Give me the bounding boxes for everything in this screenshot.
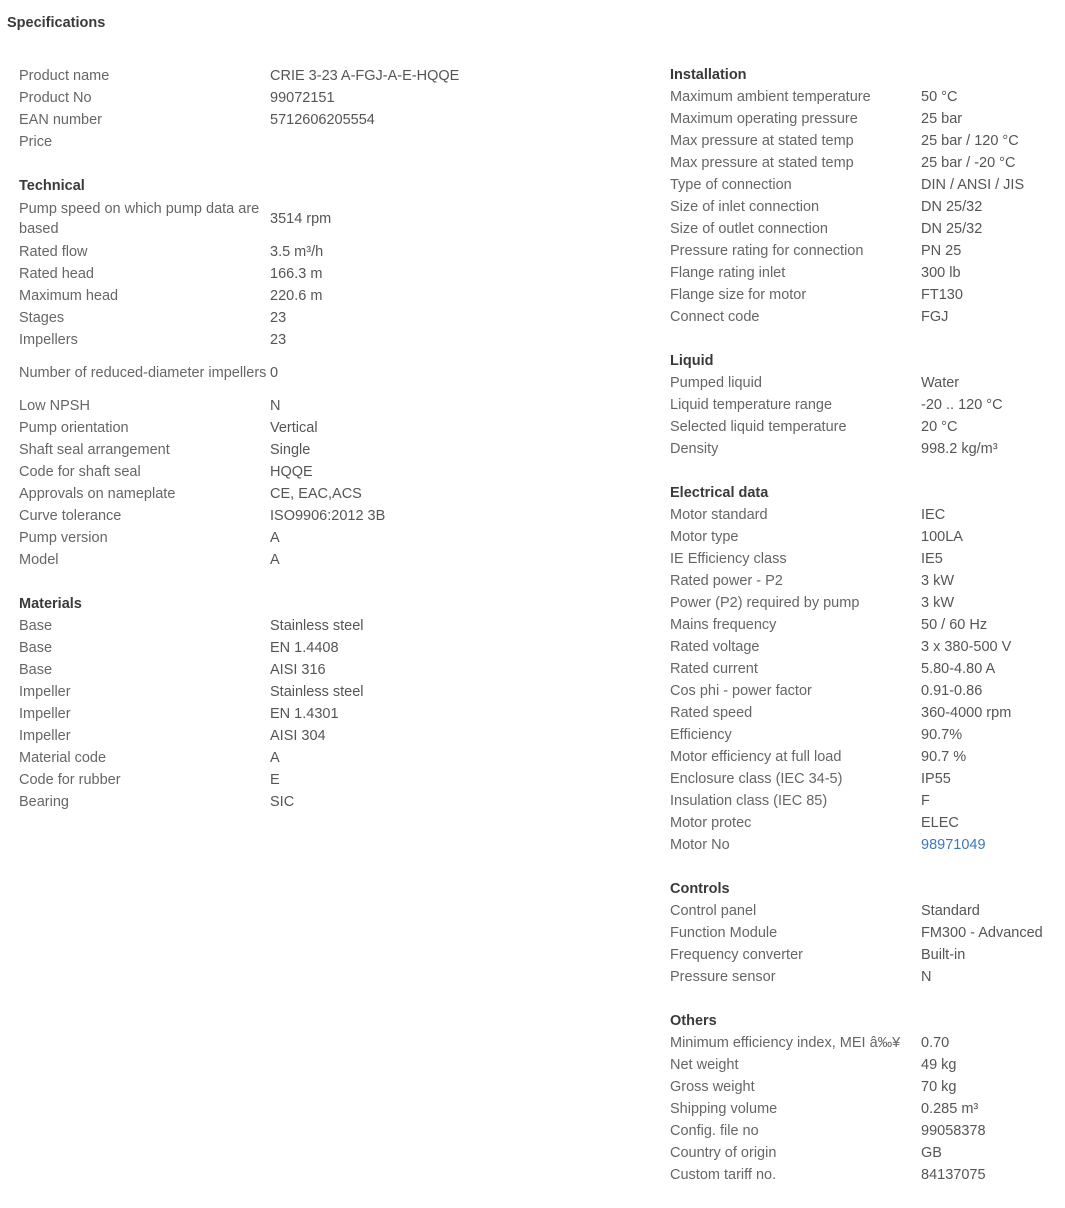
- spec-label: Flange size for motor: [670, 287, 807, 303]
- spec-value: 90.7%: [921, 727, 963, 743]
- spec-row: [670, 658, 1060, 680]
- spec-label: EAN number: [19, 112, 103, 128]
- spec-label: Config. file no: [670, 1123, 759, 1139]
- spec-value: HQQE: [270, 464, 313, 480]
- spec-row: [670, 372, 1060, 394]
- spec-label: Maximum operating pressure: [670, 111, 858, 127]
- page-title: Specifications: [7, 15, 106, 31]
- spec-label: Gross weight: [670, 1079, 755, 1095]
- spec-label: Rated head: [19, 266, 94, 282]
- spec-label: Product No: [19, 90, 92, 106]
- spec-value: EN 1.4408: [270, 640, 339, 656]
- spec-label: IE Efficiency class: [670, 551, 787, 567]
- spec-row: [670, 570, 1060, 592]
- spec-label: Base: [19, 662, 53, 678]
- spec-row: [670, 966, 1060, 988]
- installation-section: [670, 64, 1060, 328]
- spec-label: Country of origin: [670, 1145, 777, 1161]
- technical-section-title: Technical: [19, 178, 85, 194]
- spec-value: 3514 rpm: [270, 211, 332, 227]
- spec-label: Power (P2) required by pump: [670, 595, 860, 611]
- spec-row: [670, 196, 1060, 218]
- spec-value: [921, 835, 1060, 855]
- spec-value: CRIE 3-23 A-FGJ-A-E-HQQE: [270, 68, 460, 84]
- spec-value: N: [921, 969, 932, 985]
- spec-label: Impeller: [19, 684, 71, 700]
- spec-row: [19, 417, 619, 439]
- spec-row: [670, 702, 1060, 724]
- spec-label: Density: [670, 441, 719, 457]
- spec-value: A: [270, 530, 280, 546]
- spec-row: [670, 548, 1060, 570]
- spec-label: Bearing: [19, 794, 69, 810]
- spec-label: Code for rubber: [19, 772, 121, 788]
- spec-value: Water: [921, 375, 960, 391]
- spec-row: [670, 504, 1060, 526]
- spec-value: A: [270, 552, 280, 568]
- spec-row: [670, 86, 1060, 108]
- spec-value: F: [921, 793, 930, 809]
- spec-row: [19, 351, 619, 395]
- liquid-section-title: Liquid: [670, 353, 714, 369]
- spec-row: [19, 439, 619, 461]
- spec-value: 3 kW: [921, 573, 955, 589]
- spec-label: Shipping volume: [670, 1101, 778, 1117]
- spec-value: 998.2 kg/m³: [921, 441, 998, 457]
- spec-value: 50 / 60 Hz: [921, 617, 988, 633]
- spec-row: [19, 307, 619, 329]
- spec-label: Selected liquid temperature: [670, 419, 847, 435]
- installation-section-title: Installation: [670, 67, 747, 83]
- spec-row: [19, 505, 619, 527]
- spec-value: Standard: [921, 903, 980, 919]
- spec-label: Motor standard: [670, 507, 768, 523]
- right-column: [670, 64, 1060, 1208]
- left-column: [19, 65, 619, 835]
- spec-value: PN 25: [921, 243, 962, 259]
- spec-value: Stainless steel: [270, 618, 364, 634]
- spec-row: [670, 284, 1060, 306]
- spec-value: -20 .. 120 °C: [921, 397, 1003, 413]
- spec-row: [19, 791, 619, 813]
- spec-value: EN 1.4301: [270, 706, 339, 722]
- spec-label: Maximum ambient temperature: [670, 89, 871, 105]
- spec-row: [19, 241, 619, 263]
- spec-label: Rated flow: [19, 244, 88, 260]
- spec-label: Type of connection: [670, 177, 792, 193]
- spec-label: Liquid temperature range: [670, 397, 833, 413]
- spec-row: [19, 285, 619, 307]
- spec-label: Motor efficiency at full load: [670, 749, 842, 765]
- spec-row: [670, 130, 1060, 152]
- spec-row: [670, 680, 1060, 702]
- spec-value: FM300 - Advanced: [921, 925, 1043, 941]
- spec-value: CE, EAC,ACS: [270, 486, 362, 502]
- spec-value: DN 25/32: [921, 199, 983, 215]
- liquid-section: [670, 350, 1060, 460]
- spec-value: AISI 304: [270, 728, 326, 744]
- spec-label: Rated voltage: [670, 639, 760, 655]
- spec-value: A: [270, 750, 280, 766]
- spec-row: [19, 461, 619, 483]
- spec-label: Max pressure at stated temp: [670, 133, 854, 149]
- spec-row: [670, 1032, 1060, 1054]
- spec-label: Model: [19, 552, 59, 568]
- spec-row: [670, 636, 1060, 658]
- spec-label: Code for shaft seal: [19, 464, 141, 480]
- spec-value: 23: [270, 332, 287, 348]
- spec-row: [670, 768, 1060, 790]
- spec-row: [670, 416, 1060, 438]
- spec-label: Impeller: [19, 728, 71, 744]
- spec-value: 166.3 m: [270, 266, 323, 282]
- spec-row: [19, 329, 619, 351]
- spec-label: Max pressure at stated temp: [670, 155, 854, 171]
- spec-label: Low NPSH: [19, 398, 90, 414]
- spec-value: 100LA: [921, 529, 963, 545]
- spec-value: ISO9906:2012 3B: [270, 508, 386, 524]
- spec-label: Shaft seal arrangement: [19, 442, 170, 458]
- spec-row: [670, 790, 1060, 812]
- spec-row: [19, 131, 619, 153]
- controls-section-title: Controls: [670, 881, 730, 897]
- spec-value: 0.70: [921, 1035, 950, 1051]
- spec-label: Pump speed on which pump data are based: [19, 201, 260, 237]
- others-section-title: Others: [670, 1013, 717, 1029]
- spec-label: Curve tolerance: [19, 508, 122, 524]
- controls-section: [670, 878, 1060, 988]
- electrical-section: [670, 482, 1060, 856]
- spec-row: [670, 1054, 1060, 1076]
- spec-row: [670, 108, 1060, 130]
- spec-value: IE5: [921, 551, 943, 567]
- spec-row: [670, 1098, 1060, 1120]
- spec-label: Pressure sensor: [670, 969, 776, 985]
- spec-value: Built-in: [921, 947, 966, 963]
- spec-row: [670, 1142, 1060, 1164]
- spec-label: Rated speed: [670, 705, 753, 721]
- spec-row: [670, 152, 1060, 174]
- spec-row: [19, 197, 619, 241]
- spec-row: [19, 615, 619, 637]
- spec-label: Impellers: [19, 332, 78, 348]
- spec-label: Enclosure class (IEC 34-5): [670, 771, 843, 787]
- spec-row: [670, 614, 1060, 636]
- spec-label: Size of inlet connection: [670, 199, 820, 215]
- spec-label: Motor No: [670, 837, 730, 853]
- spec-row: [19, 549, 619, 571]
- spec-row: [19, 659, 619, 681]
- spec-value: 0.91-0.86: [921, 683, 983, 699]
- spec-value: DIN / ANSI / JIS: [921, 177, 1025, 193]
- spec-label: Minimum efficiency index, MEI â‰¥: [670, 1035, 901, 1051]
- materials-section-title: Materials: [19, 596, 82, 612]
- spec-row: [670, 262, 1060, 284]
- general-section: [19, 65, 619, 153]
- electrical-section-title: Electrical data: [670, 485, 769, 501]
- spec-row: [19, 65, 619, 87]
- spec-row: [19, 681, 619, 703]
- spec-label: Number of reduced-diameter impellers: [19, 365, 267, 381]
- spec-label: Material code: [19, 750, 107, 766]
- spec-value: 5712606205554: [270, 112, 375, 128]
- spec-value: 3 kW: [921, 595, 955, 611]
- spec-row: [670, 174, 1060, 196]
- spec-row: [670, 900, 1060, 922]
- spec-row: [19, 263, 619, 285]
- spec-value: 3.5 m³/h: [270, 244, 324, 260]
- spec-row: [19, 109, 619, 131]
- spec-value: FGJ: [921, 309, 949, 325]
- spec-value: 50 °C: [921, 89, 958, 105]
- spec-value: 49 kg: [921, 1057, 957, 1073]
- spec-row: [670, 746, 1060, 768]
- spec-label: Product name: [19, 68, 110, 84]
- spec-row: [670, 218, 1060, 240]
- spec-row: [670, 394, 1060, 416]
- spec-row: [670, 922, 1060, 944]
- spec-row: [670, 1164, 1060, 1186]
- technical-section: [19, 175, 619, 571]
- spec-value: 90.7 %: [921, 749, 967, 765]
- others-section: [670, 1010, 1060, 1186]
- spec-label: Mains frequency: [670, 617, 777, 633]
- spec-label: Rated power - P2: [670, 573, 783, 589]
- spec-value: 0: [270, 365, 279, 381]
- spec-label: Approvals on nameplate: [19, 486, 176, 502]
- spec-value: Stainless steel: [270, 684, 364, 700]
- spec-label: Pump orientation: [19, 420, 129, 436]
- spec-value: ELEC: [921, 815, 959, 831]
- spec-row: [19, 527, 619, 549]
- spec-label: Impeller: [19, 706, 71, 722]
- spec-value: FT130: [921, 287, 963, 303]
- spec-row: [670, 438, 1060, 460]
- spec-value: AISI 316: [270, 662, 326, 678]
- spec-value: 23: [270, 310, 287, 326]
- spec-label: Motor type: [670, 529, 739, 545]
- spec-label: Pressure rating for connection: [670, 243, 864, 259]
- spec-value: 300 lb: [921, 265, 961, 281]
- spec-value: Single: [270, 442, 311, 458]
- spec-value: 70 kg: [921, 1079, 957, 1095]
- spec-label: Size of outlet connection: [670, 221, 828, 237]
- spec-label: Function Module: [670, 925, 778, 941]
- spec-row: [19, 483, 619, 505]
- motor-no-link[interactable]: 98971049: [921, 837, 986, 853]
- spec-label: Flange rating inlet: [670, 265, 786, 281]
- spec-label: Motor protec: [670, 815, 752, 831]
- spec-row: [670, 526, 1060, 548]
- spec-value: Vertical: [270, 420, 318, 436]
- spec-row: [670, 1120, 1060, 1142]
- spec-value: 20 °C: [921, 419, 958, 435]
- spec-label: Connect code: [670, 309, 760, 325]
- spec-row: [19, 747, 619, 769]
- spec-row: [670, 812, 1060, 834]
- spec-row: [670, 834, 1060, 856]
- spec-value: 0.285 m³: [921, 1101, 979, 1117]
- spec-value: DN 25/32: [921, 221, 983, 237]
- spec-row: [19, 769, 619, 791]
- spec-value: 99058378: [921, 1123, 986, 1139]
- spec-value: 220.6 m: [270, 288, 323, 304]
- spec-row: [670, 944, 1060, 966]
- spec-label: Frequency converter: [670, 947, 803, 963]
- spec-label: Control panel: [670, 903, 757, 919]
- spec-value: IEC: [921, 507, 946, 523]
- spec-label: Price: [19, 134, 53, 150]
- spec-value: GB: [921, 1145, 942, 1161]
- spec-value: N: [270, 398, 281, 414]
- spec-label: Cos phi - power factor: [670, 683, 812, 699]
- materials-section: [19, 593, 619, 813]
- spec-row: [19, 637, 619, 659]
- spec-row: [19, 725, 619, 747]
- spec-label: Rated current: [670, 661, 758, 677]
- spec-row: [670, 724, 1060, 746]
- spec-value: 25 bar / 120 °C: [921, 133, 1019, 149]
- spec-value: SIC: [270, 794, 295, 810]
- spec-value: 3 x 380-500 V: [921, 639, 1012, 655]
- spec-label: Efficiency: [670, 727, 732, 743]
- spec-label: Base: [19, 618, 53, 634]
- spec-value: IP55: [921, 771, 951, 787]
- spec-row: [670, 306, 1060, 328]
- spec-row: [670, 592, 1060, 614]
- spec-label: Pumped liquid: [670, 375, 762, 391]
- spec-label: Net weight: [670, 1057, 739, 1073]
- spec-value: 25 bar: [921, 111, 963, 127]
- spec-row: [19, 87, 619, 109]
- spec-label: Insulation class (IEC 85): [670, 793, 828, 809]
- spec-value: 5.80-4.80 A: [921, 661, 996, 677]
- spec-value: 25 bar / -20 °C: [921, 155, 1016, 171]
- spec-row: [670, 1076, 1060, 1098]
- spec-label: Base: [19, 640, 53, 656]
- spec-value: E: [270, 772, 280, 788]
- spec-row: [670, 240, 1060, 262]
- spec-label: Maximum head: [19, 288, 119, 304]
- spec-label: Stages: [19, 310, 65, 326]
- spec-value: 99072151: [270, 90, 335, 106]
- spec-row: [19, 703, 619, 725]
- spec-label: Custom tariff no.: [670, 1167, 777, 1183]
- spec-row: [19, 395, 619, 417]
- spec-value: 84137075: [921, 1167, 986, 1183]
- spec-label: Pump version: [19, 530, 108, 546]
- spec-value: 360-4000 rpm: [921, 705, 1012, 721]
